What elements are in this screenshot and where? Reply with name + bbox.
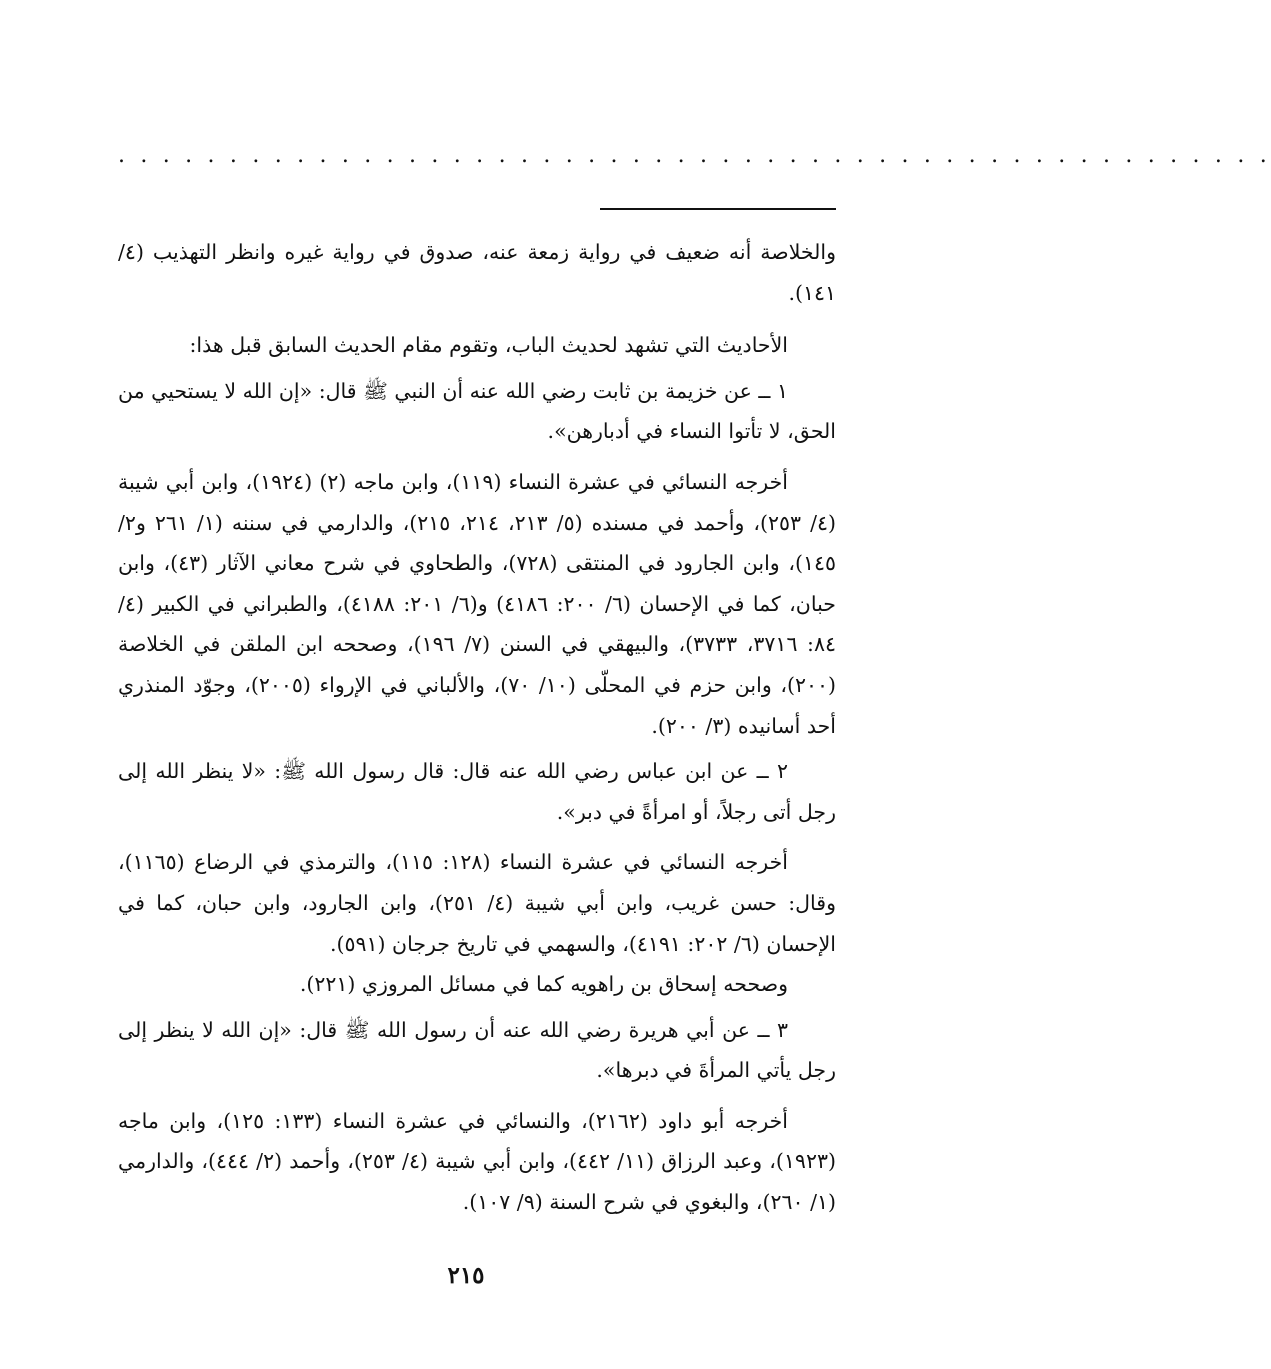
dotted-separator: . . . . . . . . . . . . . . . . . . . . . . . . . . . . . . . . . . . . . . . . . . . . . . . . . . . . — [118, 143, 1271, 168]
takhrij-2-note: وصححه إسحاق بن راهويه كما في مسائل المروزي (٢٢١). — [299, 972, 788, 997]
takhrij-1: أخرجه النسائي في عشرة النساء (١١٩)، وابن ماجه (٢) (١٩٢٤)، وابن أبي شيبة (٤/ ٢٥٣)، وأحمد في مسنده (٥/ ٢١٣، ٢١٤، ٢١٥)، والدارمي في سننه (١/ ٢٦١ و٢/ ١٤٥)، وابن الجارود في المنتقى (٧٢٨)، والطحاوي في شرح معاني الآثار (٤٣)، وابن حبان، كما في الإحسان (٦/ ٢٠٠: ٤١٨٦) و(٦/ ٢٠١: ٤١٨٨)، والطبراني في الكبير (٤/ ٨٤: ٣٧١٦، ٣٧٣٣)، والبيهقي في السنن (٧/ ١٩٦)، وصححه ابن الملقن في الخلاصة (٢٠٠)، وابن حزم في المحلّى (١٠/ ٧٠)، والألباني في الإرواء (٢٠٠٥)، وجوّد المنذري أحد أسانيده (٣/ ٢٠٠). — [118, 469, 837, 738]
page-body — [118, 232, 836, 1223]
paragraph-intro: الأحاديث التي تشهد لحديث الباب، وتقوم مقام الحديث السابق قبل هذا: — [189, 333, 788, 358]
hadith-1: ١ ــ عن خزيمة بن ثابت رضي الله عنه أن النبي ﷺ قال: «إن الله لا يستحيي من الحق، لا تأتوا النساء في أدبارهن». — [118, 378, 836, 444]
paragraph-summary: والخلاصة أنه ضعيف في رواية زمعة عنه، صدوق في رواية غيره وانظر التهذيب (٤/ ١٤١). — [118, 240, 836, 305]
takhrij-2: أخرجه النسائي في عشرة النساء (١٢٨: ١١٥)، والترمذي في الرضاع (١١٦٥)، وقال: حسن غريب، وابن أبي شيبة (٤/ ٢٥١)، وابن الجارود، وابن حبان، كما في الإحسان (٦/ ٢٠٢: ٤١٩١)، والسهمي في تاريخ جرجان (٥٩١). — [118, 850, 836, 956]
hadith-2: ٢ ــ عن ابن عباس رضي الله عنه قال: قال رسول الله ﷺ: «لا ينظر الله إلى رجل أتى رجلاً، أو امرأةً في دبر». — [118, 759, 836, 824]
takhrij-3: أخرجه أبو داود (٢١٦٢)، والنسائي في عشرة النساء (١٣٣: ١٢٥)، وابن ماجه (١٩٢٣)، وعبد الرزاق (١١/ ٤٤٢)، وابن أبي شيبة (٤/ ٢٥٣)، وأحمد (٢/ ٤٤٤)، والدارمي (١/ ٢٦٠)، والبغوي في شرح السنة (٩/ ١٠٧). — [118, 1108, 836, 1215]
footnote-rule — [600, 208, 836, 210]
hadith-3: ٣ ــ عن أبي هريرة رضي الله عنه أن رسول الله ﷺ قال: «إن الله لا ينظر إلى رجل يأتي المرأةَ في دبرها». — [118, 1017, 836, 1083]
page-number: ٢١٥ — [447, 1262, 485, 1289]
